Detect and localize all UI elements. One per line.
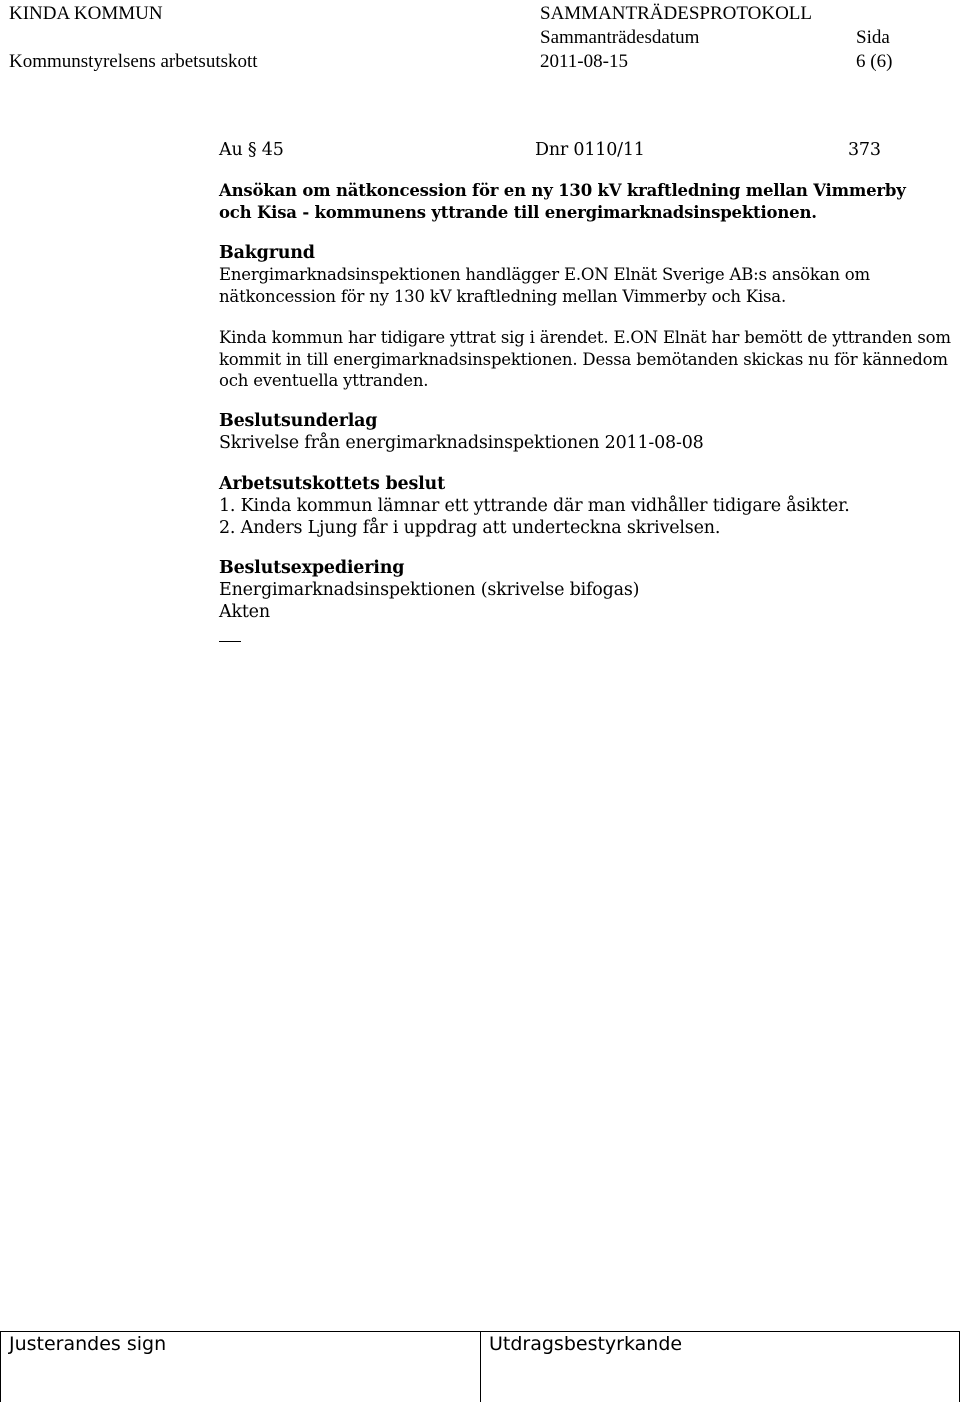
meeting-date-label: Sammanträdesdatum (540, 27, 700, 48)
dispatch-heading: Beslutsexpediering (219, 558, 405, 578)
page-label: Sida (856, 27, 890, 48)
case-title-line: och Kisa - kommunens yttrande till energimarknadsinspektionen. (219, 202, 817, 222)
document-type: SAMMANTRÄDESPROTOKOLL (540, 3, 813, 24)
text-line: Energimarknadsinspektionen handlägger E.ON Elnät Sverige AB:s ansökan om (219, 265, 870, 284)
end-mark (219, 641, 241, 642)
background-paragraph-2 (219, 327, 954, 392)
signature-cell-right (480, 1331, 959, 1402)
org-name: KINDA KOMMUN (9, 3, 163, 24)
text-line: Kinda kommun har tidigare yttrat sig i ärendet. E.ON Elnät har bemött de yttranden som (219, 328, 951, 347)
basis-heading: Beslutsunderlag (219, 411, 378, 431)
decision-item: 2. Anders Ljung får i uppdrag att underteckna skrivelsen. (219, 517, 721, 538)
case-title-line: Ansökan om nätkoncession för en ny 130 kV kraftledning mellan Vimmerby (219, 181, 906, 200)
decision-item: 1. Kinda kommun lämnar ett yttrande där man vidhåller tidigare åsikter. (219, 496, 850, 516)
text-line: nätkoncession för ny 130 kV kraftledning mellan Vimmerby och Kisa. (219, 286, 786, 306)
basis-text: Skrivelse från energimarknadsinspektionen 2011-08-08 (219, 433, 704, 453)
dispatch-recipient: Akten (219, 601, 270, 622)
dispatch-recipient: Energimarknadsinspektionen (skrivelse bifogas) (219, 580, 640, 600)
signature-cell-left (0, 1331, 480, 1402)
decision-heading: Arbetsutskottets beslut (219, 474, 445, 494)
decision-list (219, 496, 954, 539)
committee-name: Kommunstyrelsens arbetsutskott (9, 51, 258, 72)
utdragsbestyrkande-label: Utdragsbestyrkande (489, 1333, 683, 1355)
meeting-date: 2011-08-15 (540, 51, 628, 72)
text-line: och eventuella yttranden. (219, 371, 429, 390)
background-paragraph-1 (219, 264, 954, 307)
text-line: kommit in till energimarknadsinspektionen. Dessa bemötanden skickas nu för kännedom (219, 349, 948, 369)
case-title (219, 180, 954, 223)
justerandes-sign-label: Justerandes sign (9, 1333, 167, 1355)
page-number: 6 (6) (856, 51, 893, 72)
case-number: 373 (848, 140, 881, 160)
background-heading: Bakgrund (219, 243, 315, 263)
dispatch-list (219, 580, 954, 623)
case-paragraph: Au § 45 (219, 140, 284, 160)
case-dnr: Dnr 0110/11 (535, 140, 645, 160)
